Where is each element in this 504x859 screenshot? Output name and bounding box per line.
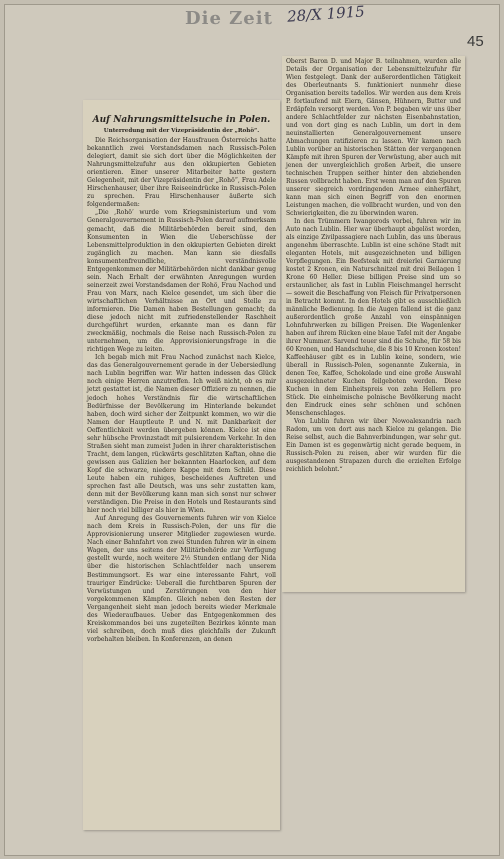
paragraph: Von Lublin fuhren wir über Nowoalexandria nach Radom, um von dort aus nach Kielce zu gelangen. Die Reise selbst, auch die Bahnverbindungen, war sehr gut. Ein Damen ist es gegenwärtig nicht gerade bequem, in Russisch-Polen zu reisen, aber wir wurden für die ausgestandenen Strapazen durch die erzielten Erfolge reichlich belohnt.“ (286, 418, 461, 473)
paragraph: Oberst Baron D. und Major B. teilnahmen, wurden alle Details der Organisation der Lebensmittelzufuhr für Wien festgelegt. Dank der außerordentlichen Tätigkeit des Oberleutnants S. funktioniert nunmehr diese Organisation bereits tadellos. Wir werden aus dem Kreis P. fortlaufend mit Eiern, Gänsen, Hühnern, Butter und Erdäpfeln versorgt werden. Von P. begaben wir uns über andere Schlachtfelder zur nächsten Eisenbahnstation, und von dort ging es nach Lublin, um dort in dem neuinstallierten Generalgouvernement unsere Abmachungen ratifizieren zu lassen. Wir kamen nach Lublin vorüber an historischen Stätten der vergangenen Kämpfe mit ihren Spuren der Verwüstung, aber auch mit jenen der unvergleichlich großen Arbeit, die unsere technischen Truppen seither hinter den abziehenden Russen vollbracht haben. Erst wenn man auf den Spuren unserer siegreich vordringenden Armee einherfährt, kann man sich einen Begriff von den enormen Leistungen machen, die vollbracht wurden, und von den Schwierigkeiten, die zu überwinden waren. (286, 58, 461, 217)
paragraph: Die Reichsorganisation der Hausfrauen Österreichs hatte bekanntlich zwei Vorstandsdamen nach Russisch-Polen delegiert, damit sie sich dort über die Möglichkeiten der Nahrungsmittelzufuhr aus den okkupierten Gebieten orientieren. Einer unserer Mitarbeiter hatte gestern Gelegenheit, mit der Vizepräsidentin der „Rohö“, Frau Adele Hirschenhauser, über ihre Reiseeindrücke in Russisch-Polen zu sprechen. Frau Hirschenhauser äußerte sich folgendermaßen: (87, 137, 276, 209)
article-subtitle: Unterredung mit der Vizepräsidentin der „Rohö“. (103, 128, 260, 134)
page-number: 45 (467, 33, 484, 50)
paragraph: „Die ‚Rohö‘ wurde vom Kriegsministerium und vom Generalgouvernement in Russisch-Polen darauf aufmerksam gemacht, daß die Militärbehörden bereit sind, den Konsumenten in Wien die Ueberschüsse der Lebensmittelproduktion in den okkupierten Gebieten direkt zugänglich zu machen. Man kann sie diesfalls konsumentenfreundliche, verständnisvolle Entgegenkommen der Militärbehörden nicht dankbar genug sein. Nach Erhalt der erwähnten Anregungen wurden seinerzeit zwei Vorstandsdamen der Rohö, Frau Nachod und Frau von Marx, nach Kielce gesendet, um sich über die wirtschaftlichen Verhältnisse an Ort und Stelle zu informieren. Die Damen haben Bestellungen gemacht; da diese jedoch nicht mit zufriedenstellender Raschheit durchgeführt wurden, erkannte man es dann für zweckmäßig, nochmals die Reise nach Russisch-Polen zu unternehmen, um die Approvisionierungsfrage in die richtigen Wege zu leiten. (87, 209, 276, 354)
clipping-left-column (83, 100, 280, 830)
newspaper-masthead-stamp: Die Zeit (185, 8, 273, 29)
article-headline: Auf Nahrungsmittelsuche in Polen. (92, 115, 271, 125)
paragraph: In den Trümmern Iwangorods vorbei, fuhren wir im Auto nach Lublin. Hier war überhaupt abgelöst worden, als einzige Zivilpassagiere nach Lublin, das uns überaus angenehm überraschte. Lublin ist eine schöne Stadt mit eleganten Hotels, mit ausgezeichneten und billigen Verpflegungen. Ein Beefsteak mit dreierlei Garnierung kostet 2 Kronen, ein Naturschnitzel mit drei Beilagen 1 Krone 60 Heller. Diese billigen Preise sind um so erstaunlicher, als fast in Lublin Fleischmangel herrscht — soweit die Beschaffung von Fleisch für Privatpersonen in Betracht kommt. In den Hotels gibt es ausschließlich männliche Bedienung. In die Augen fallend ist die ganz außerordentlich große Anzahl von einspännigen Lohnfuhrwerken zu billigen Preisen. Die Wagenlenker haben auf ihrem Rücken eine blaue Tafel mit der Angabe ihrer Nummer. Sarvend teuer sind die Schuhe, für 58 bis 60 Kronen, und Handschuhe, die 8 bis 10 Kronen kosten! Kaffeehäuser gibt es in Lublin keine, sondern, wie überall in Russisch-Polen, sogenannte Zukernia, in denen Tee, Kaffee, Schokolade und eine große Auswahl ausgezeichneter Kuchen feilgeboten werden. Diese Kuchen in dem Einheitspreis von zehn Hellern pro Stück. Die einheimische polnische Bevölkerung macht den Eindruck eines sehr schönen und schönen Menschenschlages. (286, 218, 461, 417)
paragraph: Auf Anregung des Gouvernements fuhren wir von Kielce nach dem Kreis in Russisch-Polen, der uns für die Approvisionierung unserer Mitglieder zugewiesen wurde. Nach einer Bahnfahrt von zwei Stunden fuhren wir in einem Wagen, der uns seitens der Militärbehörde zur Verfügung gestellt wurde, noch weitere 2½ Stunden entlang der Nida über die historischen Schlachtfelder nach unserem Bestimmungsort. Es war eine interessante Fahrt, voll trauriger Eindrücke: Ueberall die furchtbaren Spuren der Verwüstungen und Zerstörungen von den hier vorgekommenen Kämpfen. Gleich neben den Resten der Vergangenheit sieht man jedoch bereits wieder Merkmale des Wiederaufbaues. Ueber das Entgegenkommen des Kreiskommandos bei uns zugeteilten Bezirkes könnte man viel schreiben, doch muß dies gleichfalls der Zukunft vorbehalten bleiben. In Konferenzen, an denen (87, 515, 276, 643)
paragraph: Ich begab mich mit Frau Nachod zunächst nach Kielce, das das Generalgouvernement gerade in der Uebersiedlung nach Lublin begriffen war. Wir hatten indessen das Glück noch einige Herren anzutreffen. Ich weiß nicht, ob es mir jetzt gestattet ist, die Namen dieser Offiziere zu nennen, die jedoch hohes Verständnis für die wirtschaftlichen Bedürfnisse der Bevölkerung im Hinterlande bekundet haben, doch wird sicher der Zeitpunkt kommen, wo wir die Namen der Hauptleute P. und N. mit Dankbarkeit der Oeffentlichkeit werden übergeben können. Kielce ist eine sehr hübsche Provinzstadt mit pulsierendem Verkehr. In den Straßen sieht man zumeist Juden in ihrer charakteristischen Tracht, dem langen, rückwärts geschlitzten Kaftan, ohne die gewissen aus Galizien her bekannten Haarlocken, auf dem Kopf die schwarze, niedere Kappe mit dem Schild. Diese Leute haben ein ruhiges, bescheidenes Auftreten und sprechen fast alle Deutsch, was uns sehr zustatten kam, denn mit der Bevölkerung kann man sich sonst nur schwer verständigen. Die Preise in den Hotels und Restaurants sind hier noch viel billiger als hier in Wien. (87, 354, 276, 515)
right-column-text (286, 58, 461, 474)
left-column-text (87, 100, 276, 644)
clipping-right-column (282, 56, 465, 592)
handwritten-date: 28/X 1915 (286, 2, 366, 26)
